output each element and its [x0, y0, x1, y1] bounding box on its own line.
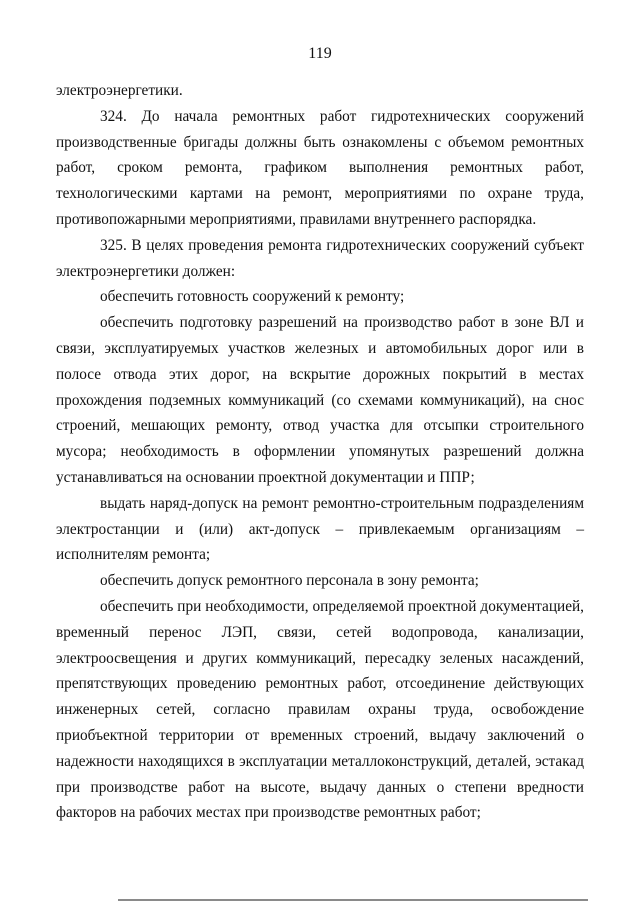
document-body — [56, 78, 584, 826]
paragraph-continuation: электроэнергетики. — [56, 82, 183, 99]
page-number: 119 — [308, 45, 332, 62]
list-item-personnel-access: обеспечить допуск ремонтного персонала в зону ремонта; — [100, 572, 479, 590]
list-item-work-permit: выдать наряд-допуск на ремонт ремонтно-строительным подразделениям электростанции и (или) акт-допуск – привлекаемым организациям – исполнителям ремонта; — [56, 494, 584, 564]
scan-edge-line — [118, 899, 588, 901]
paragraph-325: 325. В целях проведения ремонта гидротехнических сооружений субъект электроэнергетики должен: — [56, 236, 584, 280]
list-item-permits: обеспечить подготовку разрешений на производство работ в зоне ВЛ и связи, эксплуатируемых участков железных и автомобильных дорог или в полосе отвода этих дорог, на вскрытие дорожных покрытий в местах прохождения подземных коммуникаций (со схемами коммуникаций), на снос строений, мешающих ремонту, отвод участка для отсыпки строительного мусора; необходимость в оформлении упомянутых разрешений должна устанавливаться на основании проектной документации и ППР; — [56, 314, 584, 486]
paragraph-324: 324. До начала ремонтных работ гидротехнических сооружений производственные бригады должны быть ознакомлены с объемом ремонтных работ, сроком ремонта, графиком выполнения ремонтных работ, технологическими картами на ремонт, мероприятиями по охране труда, противопожарными мероприятиями, правилами внутреннего распорядка. — [56, 107, 584, 228]
list-item-readiness: обеспечить готовность сооружений к ремонту; — [100, 288, 405, 306]
list-item-relocation: обеспечить при необходимости, определяемой проектной документацией, временный перенос ЛЭП, связи, сетей водопровода, канализации, электроосвещения и других коммуникаций, пересадку зеленых насаждений, препятствующих проведению ремонтных работ, отсоединение действующих инженерных сетей, согласно правилам охраны труда, освобождение приобъектной территории от временных строений, выдачу заключений о надежности находящихся в эксплуатации металлоконструкций, деталей, эстакад при производстве работ на высоте, выдачу данных о степени вредности факторов на рабочих местах при производстве ремонтных работ; — [56, 597, 584, 822]
